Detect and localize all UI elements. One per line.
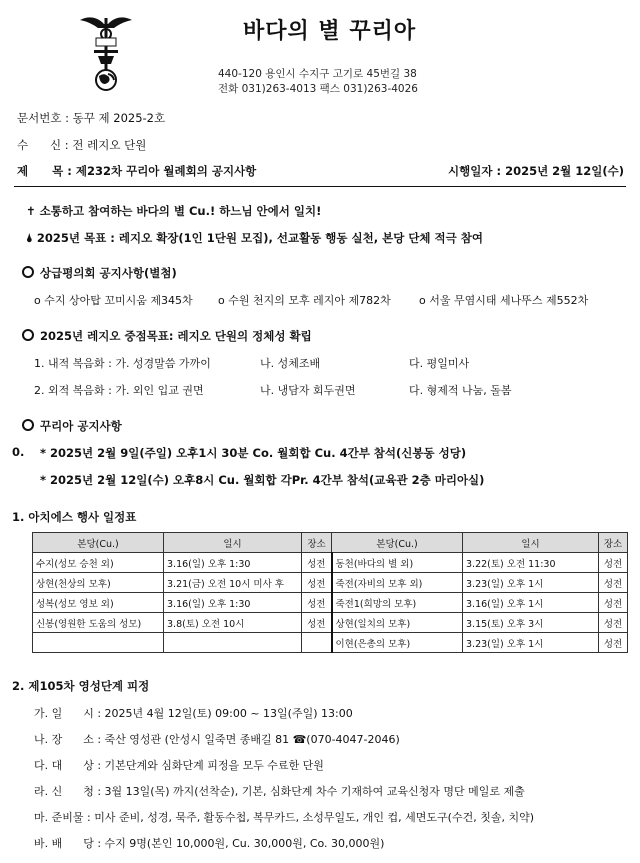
upper-council-heading [22,265,177,281]
upper-council-item: o 수지 상아탑 꼬미시움 제345차 [34,294,193,307]
column-header: 본당(Cu.) [332,533,463,553]
retreat-item [34,783,525,799]
cross-icon: ✝ [26,204,36,218]
retreat-item-label: 라. 신 청 [34,785,94,798]
retreat-item-label: 다. 대 상 [34,759,94,772]
table-cell: 성전 [599,573,628,593]
retreat-item-value: : 수지 9명(본인 10,000원, Cu. 30,000원, Co. 30,000원) [97,837,385,850]
column-header: 본당(Cu.) [33,533,164,553]
table-cell: 3.8(토) 오전 10시 [164,613,302,633]
table-cell [33,633,164,653]
table-cell: 신봉(영원한 도움의 성모) [33,613,164,633]
retreat-item-label: 가. 일 시 [34,707,94,720]
ring-bullet-icon [22,419,34,431]
table-row [33,613,628,633]
retreat-item-value: : 죽산 영성관 (안성시 일죽면 종배길 81 ☎(070-4047-2046) [97,733,400,746]
header-divider [14,186,626,187]
column-header: 장소 [302,533,332,553]
goal-line [26,230,483,246]
issue-date-row [448,163,624,179]
table-cell: 이현(은총의 모후) [332,633,463,653]
acies-schedule-table [32,532,628,653]
retreat-item-label: 마. 준비물 [34,811,84,824]
table-cell: 죽전(자비의 모후 외) [332,573,463,593]
table-row [33,573,628,593]
table-cell: 죽전1(희망의 모후) [332,593,463,613]
contact-line: 전화 031)263-4013 팩스 031)263-4026 [218,83,418,95]
retreat-item [34,731,400,747]
notice-line: * 2025년 2월 9일(주일) 오후1시 30분 Co. 월회합 Cu. 4간부 참석(신봉동 성당) [40,446,467,460]
retreat-item [34,705,353,721]
table-row [33,593,628,613]
table-cell: 성전 [302,613,332,633]
focus-goal-title: 2025년 레지오 중점목표: 레지오 단원의 정체성 확립 [40,329,312,343]
table-cell: 성전 [599,553,628,573]
subject-row [17,163,256,179]
focus-row-item: 다. 평일미사 [409,357,470,370]
table-cell [302,633,332,653]
notice-line: * 2025년 2월 12일(수) 오후8시 Cu. 월회합 각Pr. 4간부 참석(교육관 2층 마리아실) [40,473,485,487]
focus-row-head: 2. 외적 복음화 : 가. 외인 입교 권면 [34,384,204,397]
retreat-title: 2. 제105차 영성단계 피정 [12,679,150,693]
table-cell: 성전 [302,593,332,613]
table-cell: 수지(성모 승천 외) [33,553,164,573]
doc-number-row [17,110,165,126]
acies-schedule-title: 1. 아치에스 행사 일정표 [12,510,137,524]
retreat-item-value: : 미사 준비, 성경, 묵주, 활동수첩, 복무카드, 소성무일도, 개인 컵, 세면도구(수건, 칫솔, 치약) [87,811,534,824]
table-cell: 3.23(일) 오후 1시 [463,633,599,653]
drop-icon: 🌢 [26,231,33,245]
table-cell: 3.15(토) 오후 3시 [463,613,599,633]
table-cell: 성전 [599,633,628,653]
recipient-value: 전 레지오 단원 [72,138,147,152]
retreat-item-label: 바. 배 당 [34,837,94,850]
doc-number-label: 문서번호 : [17,111,69,125]
table-cell: 3.22(토) 오전 11:30 [463,553,599,573]
subject-value: 제232차 꾸리아 월례회의 공지사항 [75,164,257,178]
table-cell: 성전 [599,613,628,633]
goal-text: 2025년 목표 : 레지오 확장(1인 1단원 모집), 선교활동 행동 실천, 본당 단체 적극 참여 [36,231,483,245]
table-cell: 동천(바다의 별 외) [332,553,463,573]
retreat-item-value: : 기본단계와 심화단계 피정을 모두 수료한 단원 [97,759,324,772]
table-cell: 상현(일치의 모후) [332,613,463,633]
subject-label: 제 목 : [17,164,72,178]
retreat-item [34,835,384,851]
table-cell [164,633,302,653]
column-header: 장소 [599,533,628,553]
address-line: 440-120 용인시 수지구 고기로 45번길 38 [218,68,417,80]
focus-goal-heading [22,328,312,344]
legion-emblem-logo [78,12,134,92]
upper-council-item: o 수원 천지의 모후 레지아 제782차 [218,294,391,307]
retreat-item [34,757,324,773]
recipient-label: 수 신 : [17,138,69,152]
table-row [33,553,628,573]
retreat-item [34,809,534,825]
table-cell: 3.21(금) 오전 10시 미사 후 [164,573,302,593]
table-cell: 성복(성모 영보 외) [33,593,164,613]
slogan-line [26,203,321,219]
upper-council-title: 상급평의회 공지사항(별첨) [40,266,177,280]
table-cell: 3.16(일) 오후 1시 [463,593,599,613]
ring-bullet-icon [22,266,34,278]
table-cell: 3.16(일) 오후 1:30 [164,593,302,613]
retreat-item-label: 나. 장 소 [34,733,94,746]
column-header: 일시 [463,533,599,553]
ring-bullet-icon [22,329,34,341]
table-cell: 3.16(일) 오후 1:30 [164,553,302,573]
table-cell: 3.23(일) 오후 1시 [463,573,599,593]
table-cell: 성전 [599,593,628,613]
issue-date-label: 시행일자 : [448,164,502,178]
focus-row-head: 1. 내적 복음화 : 가. 성경말씀 가까이 [34,357,211,370]
curia-notice-heading [22,418,122,434]
column-header: 일시 [164,533,302,553]
focus-row-item: 나. 냉담자 회두권면 [260,384,356,397]
table-row [33,633,628,653]
table-header-row [33,533,628,553]
upper-council-item: o 서울 무염시태 세나뚜스 제552차 [419,294,589,307]
table-cell: 성전 [302,553,332,573]
focus-row-item: 나. 성체조배 [260,357,321,370]
issue-date-value: 2025년 2월 12일(수) [505,164,625,178]
retreat-item-value: : 3월 13일(목) 까지(선착순), 기본, 심화단계 차수 기재하여 교육신청자 명단 메일로 제출 [97,785,525,798]
doc-number-value: 동꾸 제 2025-2호 [72,111,166,125]
table-cell: 상현(천상의 모후) [33,573,164,593]
focus-row-item: 다. 형제적 나눔, 돌봄 [409,384,512,397]
notice-number: 0. [12,445,25,459]
recipient-row [17,137,146,153]
org-title: 바다의 별 꾸리아 [243,19,417,44]
curia-notice-title: 꾸리아 공지사항 [40,419,122,433]
retreat-item-value: : 2025년 4월 12일(토) 09:00 ~ 13일(주일) 13:00 [97,707,353,720]
table-cell: 성전 [302,573,332,593]
slogan-text: 소통하고 참여하는 바다의 별 Cu.! 하느님 안에서 일치! [39,204,322,218]
